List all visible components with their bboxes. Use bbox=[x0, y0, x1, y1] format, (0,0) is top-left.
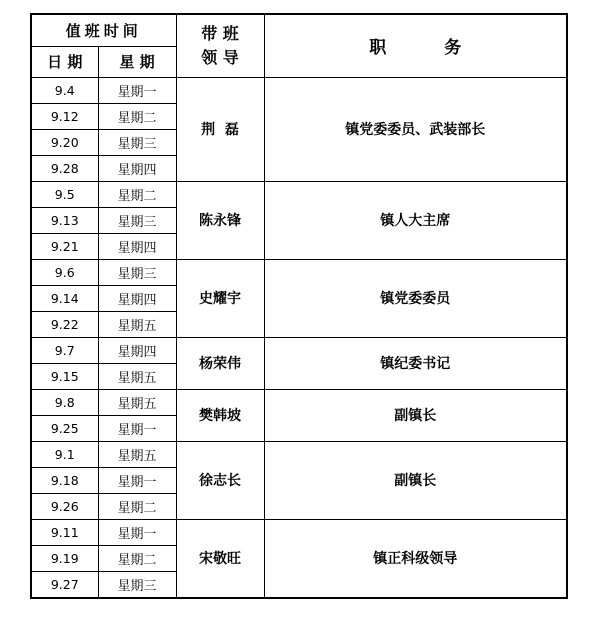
duty-weekday-cell: 星期二 bbox=[98, 103, 176, 129]
duty-roster-table bbox=[30, 13, 568, 599]
duty-date-cell: 9.14 bbox=[31, 285, 98, 311]
duty-date-cell: 9.6 bbox=[31, 259, 98, 285]
duty-date-cell: 9.28 bbox=[31, 155, 98, 181]
duty-weekday-cell: 星期三 bbox=[98, 571, 176, 598]
duty-date-cell: 9.18 bbox=[31, 467, 98, 493]
duty-weekday-cell: 星期四 bbox=[98, 285, 176, 311]
duty-date-cell: 9.20 bbox=[31, 129, 98, 155]
table-row bbox=[31, 337, 567, 363]
duty-weekday-cell: 星期三 bbox=[98, 129, 176, 155]
duty-weekday-cell: 星期五 bbox=[98, 441, 176, 467]
duty-weekday-cell: 星期一 bbox=[98, 467, 176, 493]
post-title-cell: 副镇长 bbox=[264, 389, 567, 441]
duty-weekday-cell: 星期三 bbox=[98, 207, 176, 233]
duty-date-cell: 9.7 bbox=[31, 337, 98, 363]
table-row bbox=[31, 441, 567, 467]
post-title-cell: 镇党委委员 bbox=[264, 259, 567, 337]
duty-weekday-cell: 星期五 bbox=[98, 311, 176, 337]
duty-weekday-cell: 星期三 bbox=[98, 259, 176, 285]
post-title-cell: 镇正科级领导 bbox=[264, 519, 567, 598]
duty-date-cell: 9.27 bbox=[31, 571, 98, 598]
leader-name-cell: 徐志长 bbox=[176, 441, 264, 519]
duty-date-cell: 9.13 bbox=[31, 207, 98, 233]
duty-weekday-cell: 星期一 bbox=[98, 415, 176, 441]
leader-name-cell: 樊韩坡 bbox=[176, 389, 264, 441]
duty-date-cell: 9.4 bbox=[31, 77, 98, 103]
duty-weekday-cell: 星期二 bbox=[98, 493, 176, 519]
duty-date-cell: 9.21 bbox=[31, 233, 98, 259]
duty-weekday-cell: 星期二 bbox=[98, 545, 176, 571]
leader-name-cell: 史耀宇 bbox=[176, 259, 264, 337]
header-post-b: 务 bbox=[444, 38, 462, 59]
duty-weekday-cell: 星期四 bbox=[98, 155, 176, 181]
duty-date-cell: 9.15 bbox=[31, 363, 98, 389]
duty-date-cell: 9.22 bbox=[31, 311, 98, 337]
leader-name-cell: 宋敬旺 bbox=[176, 519, 264, 598]
post-title-cell: 镇纪委书记 bbox=[264, 337, 567, 389]
post-title-cell: 镇人大主席 bbox=[264, 181, 567, 259]
duty-date-cell: 9.25 bbox=[31, 415, 98, 441]
post-title-cell: 副镇长 bbox=[264, 441, 567, 519]
duty-weekday-cell: 星期五 bbox=[98, 363, 176, 389]
roster-body bbox=[31, 77, 567, 598]
header-duty-time: 值班时间 bbox=[31, 14, 176, 46]
duty-date-cell: 9.1 bbox=[31, 441, 98, 467]
header-weekday: 星 期 bbox=[98, 46, 176, 77]
header-leader bbox=[176, 14, 264, 77]
duty-date-cell: 9.12 bbox=[31, 103, 98, 129]
duty-date-cell: 9.26 bbox=[31, 493, 98, 519]
table-row bbox=[31, 519, 567, 545]
header-date: 日 期 bbox=[31, 46, 98, 77]
duty-weekday-cell: 星期二 bbox=[98, 181, 176, 207]
header-post bbox=[264, 14, 567, 77]
header-leader-line2: 领 导 bbox=[201, 47, 239, 67]
duty-date-cell: 9.8 bbox=[31, 389, 98, 415]
leader-name-cell: 杨荣伟 bbox=[176, 337, 264, 389]
table-row bbox=[31, 181, 567, 207]
header-leader-line1: 带 班 bbox=[201, 23, 239, 43]
table-row bbox=[31, 389, 567, 415]
duty-date-cell: 9.5 bbox=[31, 181, 98, 207]
duty-date-cell: 9.11 bbox=[31, 519, 98, 545]
duty-weekday-cell: 星期四 bbox=[98, 337, 176, 363]
duty-weekday-cell: 星期五 bbox=[98, 389, 176, 415]
duty-weekday-cell: 星期四 bbox=[98, 233, 176, 259]
duty-weekday-cell: 星期一 bbox=[98, 77, 176, 103]
table-row bbox=[31, 77, 567, 103]
post-title-cell: 镇党委委员、武装部长 bbox=[264, 77, 567, 181]
duty-date-cell: 9.19 bbox=[31, 545, 98, 571]
leader-name-cell: 陈永锋 bbox=[176, 181, 264, 259]
header-post-a: 职 bbox=[369, 38, 387, 59]
table-row bbox=[31, 259, 567, 285]
leader-name-cell: 荆 磊 bbox=[176, 77, 264, 181]
duty-weekday-cell: 星期一 bbox=[98, 519, 176, 545]
